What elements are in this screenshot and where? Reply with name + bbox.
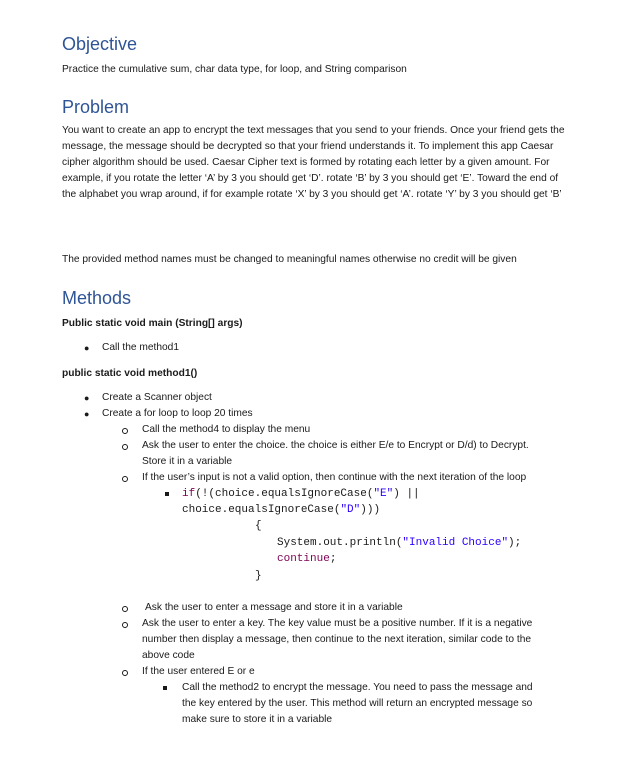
code-line-2: choice.equalsIgnoreCase("D"))) [182,504,381,516]
method1-item: Create a for loop to loop 20 times [102,408,253,419]
method1-item: Create a Scanner object [102,392,212,403]
code-open-brace: { [255,520,262,532]
main-item: Call the method1 [102,342,180,353]
loop-item: Call the method4 to display the menu [142,424,311,435]
bullet-icon: ● [84,409,90,419]
sub-item-continued: the key entered by the user. This method will return an encrypted message so [182,698,533,709]
circle-bullet-icon [122,606,128,612]
loop-item: Ask the user to enter the choice. the choice is either E/e to Encrypt or D/d) to Decrypt. [142,440,529,451]
after-item: Ask the user to enter a message and store it in a variable [145,602,403,613]
problem-paragraph: You want to create an app to encrypt the text messages that you send to your friends. Once your friend gets the message, the message should be decrypted so that your friend understands it. To implement this app Caesar cipher algorithm should be used. Caesar Cipher text is formed by rotating each letter by a given amount. For example, if you rotate the letter ‘A’ by 3 you should get ‘D’. rotate ‘B’ by 3 you should get ‘E’. Toward the end of the alphabet you wrap around, if for example rotate ‘X’ by 3 you should get ‘A’. rotate ‘Y’ by 3 you should get ‘B’ [62,125,565,200]
loop-item-continued: Store it in a variable [142,456,233,467]
circle-bullet-icon [122,444,128,450]
circle-bullet-icon [122,428,128,434]
after-item-continued: above code [142,650,195,661]
bullet-icon: ● [84,343,90,353]
objective-heading: Objective [62,34,138,54]
code-line-3: System.out.println("Invalid Choice"); [277,537,522,549]
after-item-continued: number then display a message, then continue to the next iteration, similar code to the [142,634,532,645]
code-close-brace: } [255,570,262,582]
method1-signature: public static void method1() [62,368,198,379]
methods-heading: Methods [62,288,132,308]
objective-text: Practice the cumulative sum, char data type, for loop, and String comparison [62,64,407,75]
problem-note: The provided method names must be changed to meaningful names otherwise no credit will be given [62,254,517,265]
after-item: If the user entered E or e [142,666,255,677]
circle-bullet-icon [122,476,128,482]
sub-item: Call the method2 to encrypt the message. You need to pass the message and [182,682,533,693]
problem-heading: Problem [62,97,130,117]
sub-item-continued: make sure to store it in a variable [182,714,333,725]
loop-item: If the user’s input is not a valid option, then continue with the next iteration of the loop [142,472,527,483]
circle-bullet-icon [122,670,128,676]
square-bullet-icon [165,492,169,496]
bullet-icon: ● [84,393,90,403]
circle-bullet-icon [122,622,128,628]
code-line-4: continue; [277,553,337,565]
main-signature: Public static void main (String[] args) [62,318,243,329]
square-bullet-icon [163,686,167,690]
after-item: Ask the user to enter a key. The key value must be a positive number. If it is a negative [142,618,533,629]
code-line-1: if(!(choice.equalsIgnoreCase("E") || [182,488,420,500]
